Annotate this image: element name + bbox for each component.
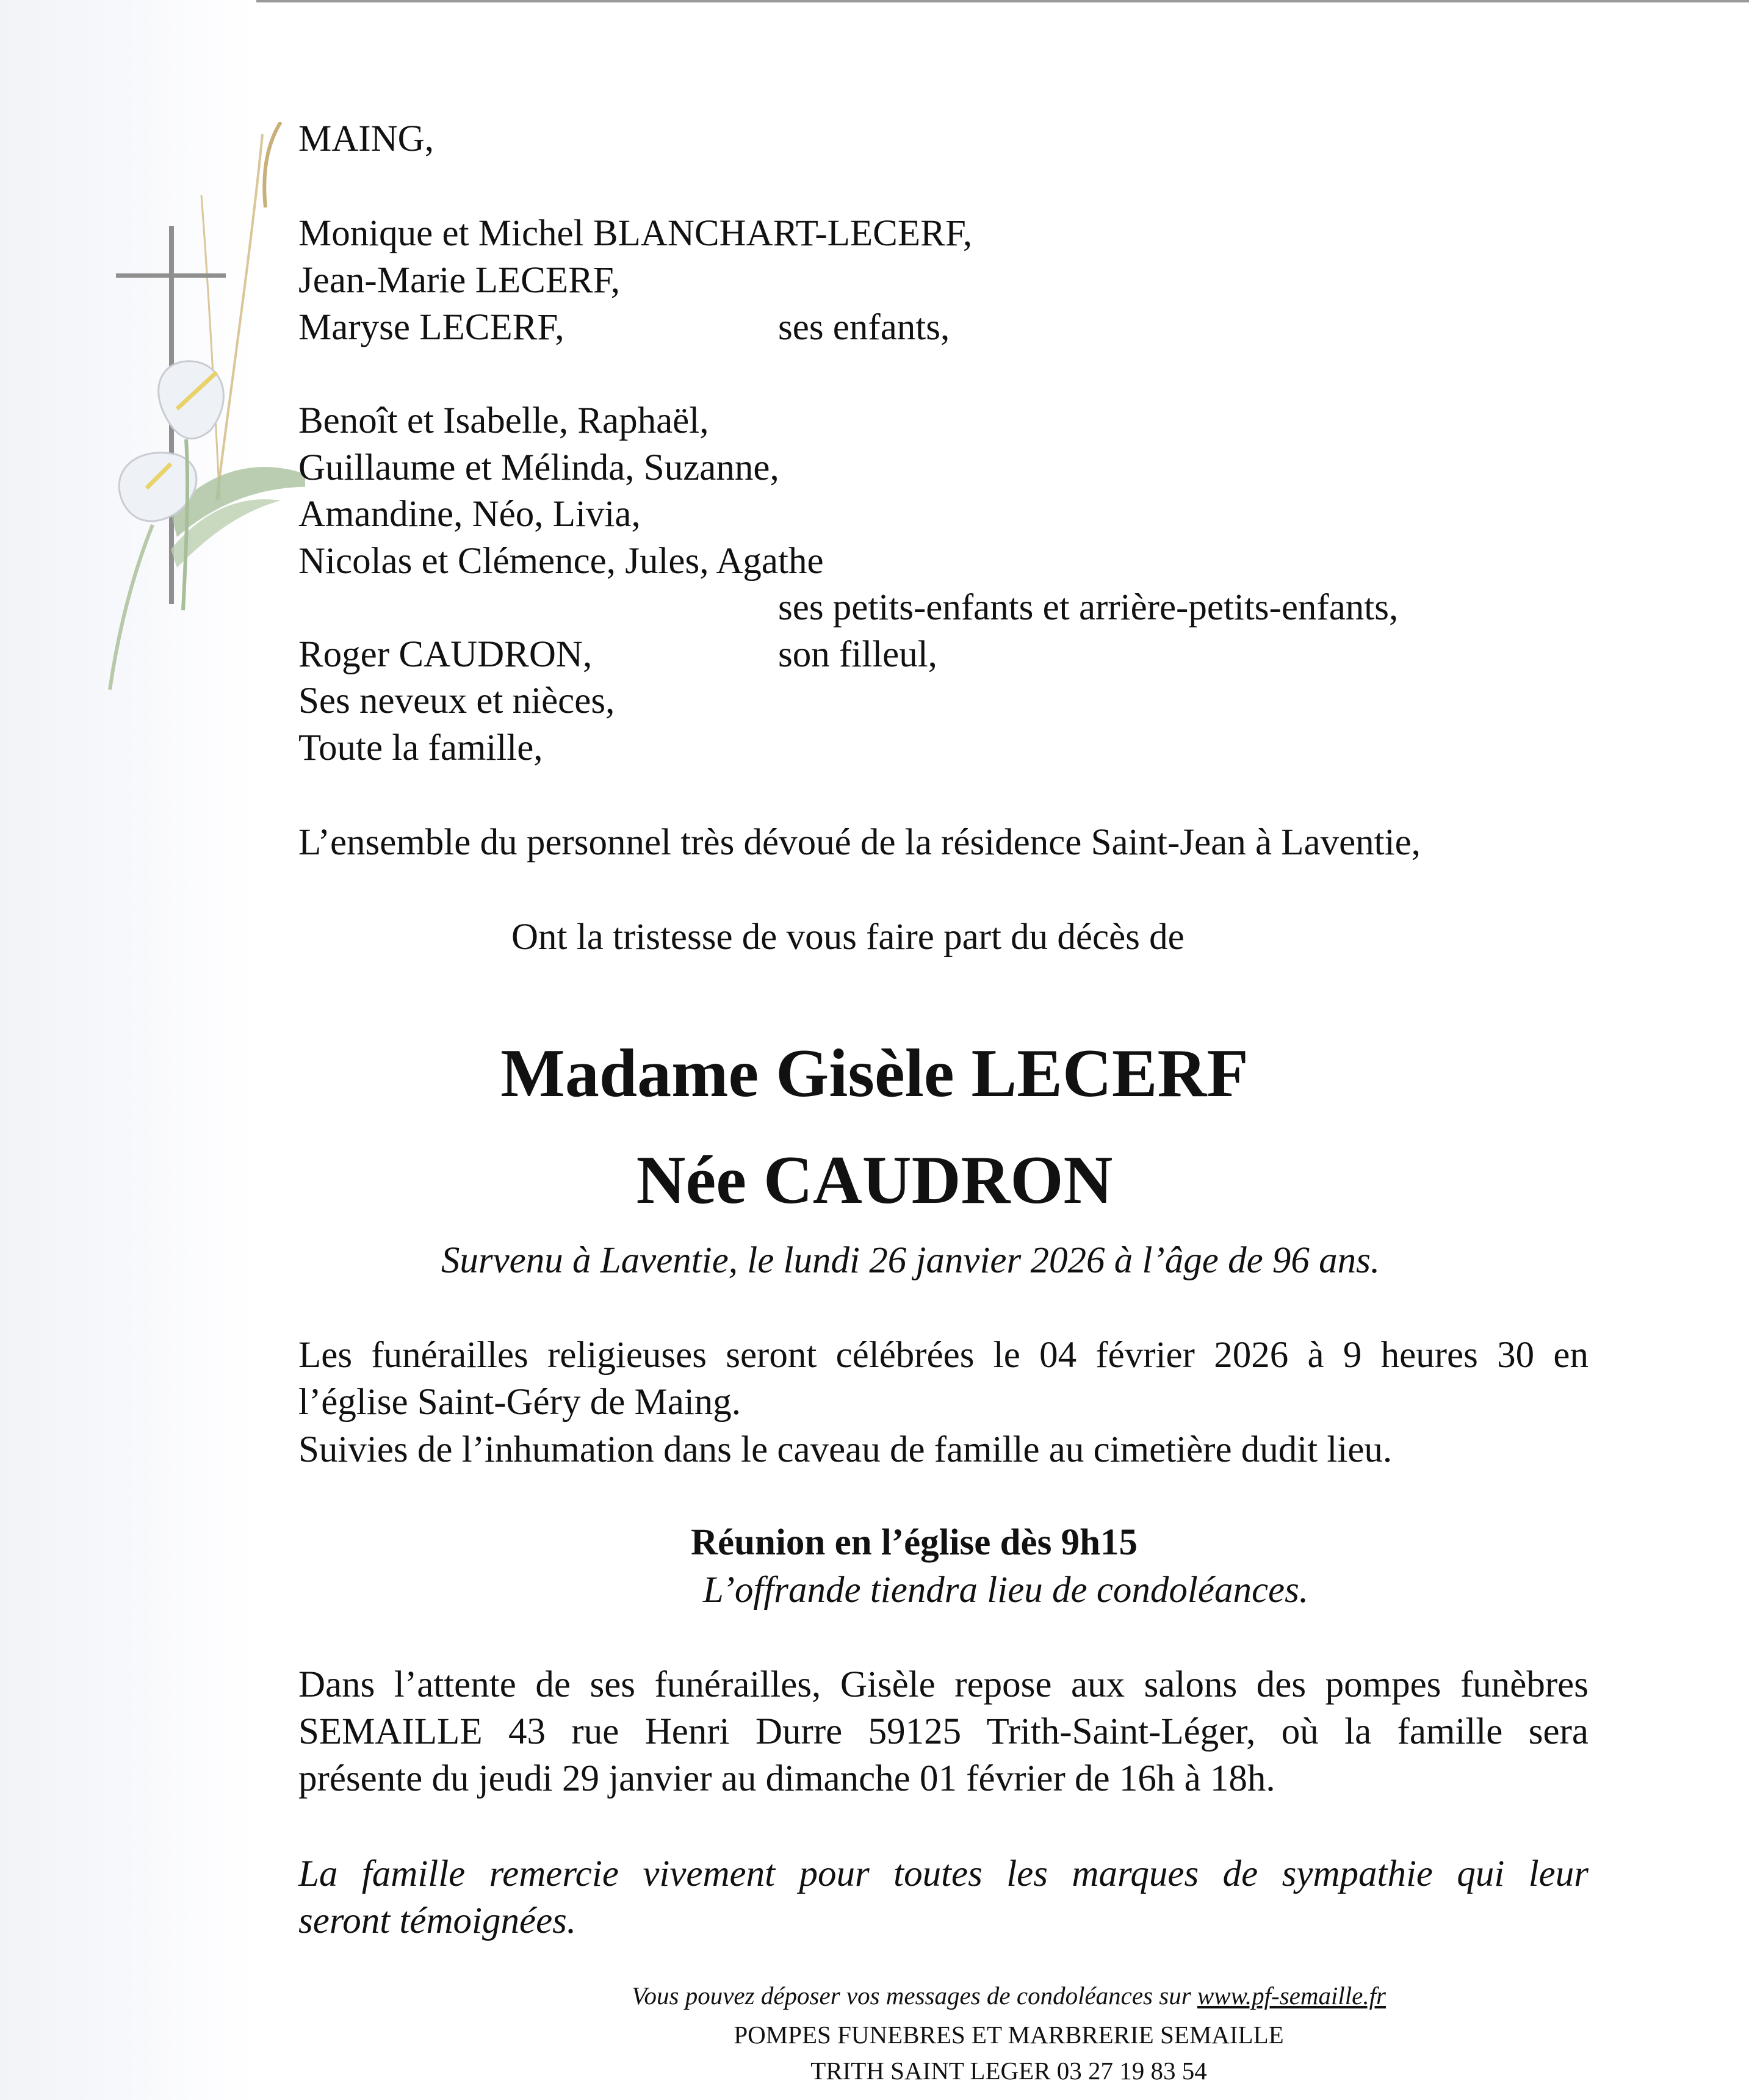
rest-line-3: présente du jeudi 29 janvier au dimanche 01 février de 16h à 18h. <box>298 1758 1275 1799</box>
child-line-1: Monique et Michel BLANCHART-LECERF, <box>298 213 973 254</box>
deceased-maiden-name: Née CAUDRON <box>636 1142 1113 1218</box>
announcement-line: Ont la tristesse de vous faire part du décès de <box>511 917 1185 958</box>
offering-note: L’offrande tiendra lieu de condoléances. <box>702 1570 1309 1611</box>
cross-lily-decoration-icon <box>79 122 305 696</box>
family-line-1: Ses neveux et nièces, <box>298 680 615 721</box>
rest-line-2: SEMAILLE 43 rue Henri Durre 59125 Trith-Saint-Léger, où la famille sera <box>298 1711 1589 1752</box>
godson-role: son filleul, <box>778 634 937 675</box>
town-heading: MAING, <box>298 118 434 159</box>
company-contact: TRITH SAINT LEGER 03 27 19 83 54 <box>810 2057 1207 2085</box>
meeting-time: Réunion en l’église dès 9h15 <box>690 1522 1138 1563</box>
death-info: Survenu à Laventie, le lundi 26 janvier 2026 à l’âge de 96 ans. <box>441 1240 1380 1281</box>
funeral-line-1: Les funérailles religieuses seront célébrées le 04 février 2026 à 9 heures 30 en <box>298 1335 1589 1376</box>
grandchild-line-2: Guillaume et Mélinda, Suzanne, <box>298 447 779 488</box>
child-line-2: Jean-Marie LECERF, <box>298 260 621 301</box>
staff-line: L’ensemble du personnel très dévoué de la résidence Saint-Jean à Laventie, <box>298 822 1421 863</box>
child-line-3: Maryse LECERF, <box>298 307 564 348</box>
top-border <box>0 0 1749 2</box>
children-role: ses enfants, <box>778 307 950 348</box>
thanks-line-2: seront témoignées. <box>298 1900 577 1941</box>
company-name: POMPES FUNEBRES ET MARBRERIE SEMAILLE <box>734 2021 1284 2049</box>
funeral-line-3: Suivies de l’inhumation dans le caveau de famille au cimetière dudit lieu. <box>298 1429 1393 1470</box>
website-link[interactable]: www.pf-semaille.fr <box>1197 1982 1386 2010</box>
deceased-name: Madame Gisèle LECERF <box>500 1036 1249 1111</box>
grandchild-line-1: Benoît et Isabelle, Raphaël, <box>298 400 709 441</box>
condolences-note <box>0 1983 1749 2008</box>
grandchildren-role: ses petits-enfants et arrière-petits-enfants, <box>778 587 1399 628</box>
godson-name: Roger CAUDRON, <box>298 634 593 675</box>
rest-line-1: Dans l’attente de ses funérailles, Gisèle repose aux salons des pompes funèbres <box>298 1664 1589 1705</box>
funeral-line-2: l’église Saint-Géry de Maing. <box>298 1382 741 1423</box>
thanks-line-1: La famille remercie vivement pour toutes les marques de sympathie qui leur <box>298 1853 1589 1894</box>
condolences-prefix: Vous pouvez déposer vos messages de condoléances sur <box>632 1982 1191 2010</box>
grandchild-line-3: Amandine, Néo, Livia, <box>298 494 641 535</box>
family-line-2: Toute la famille, <box>298 727 543 768</box>
grandchild-line-4: Nicolas et Clémence, Jules, Agathe <box>298 541 824 582</box>
